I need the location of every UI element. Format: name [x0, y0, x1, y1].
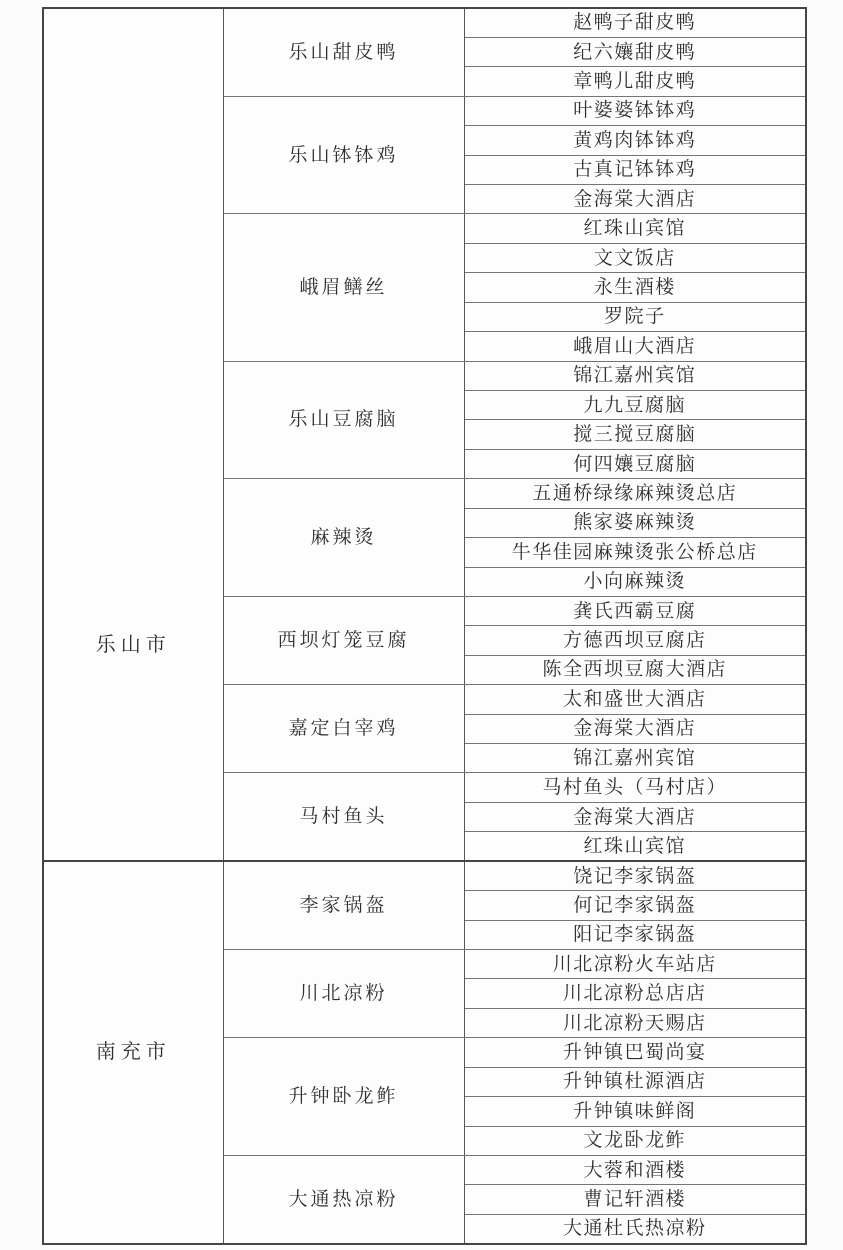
restaurant-name: 锦江嘉州宾馆: [573, 747, 697, 769]
restaurant-cell: [464, 626, 806, 655]
restaurant-cell: [464, 390, 806, 419]
dish-label: 乐山钵钵鸡: [288, 144, 399, 166]
restaurant-name: 九九豆腐脑: [583, 394, 686, 416]
restaurant-name: 金海棠大酒店: [573, 718, 697, 740]
restaurant-name: 曹记轩酒楼: [583, 1189, 686, 1211]
restaurant-cell: [464, 185, 806, 214]
restaurant-cell: [464, 1155, 806, 1184]
restaurant-name: 何记李家锅盔: [573, 894, 697, 916]
restaurant-cell: [464, 508, 806, 537]
restaurant-cell: [464, 67, 806, 96]
restaurant-name: 阳记李家锅盔: [573, 924, 697, 946]
restaurant-cell: [464, 449, 806, 478]
restaurant-name: 川北凉粉天赐店: [562, 1012, 707, 1034]
restaurant-cell: [464, 8, 806, 37]
restaurant-name: 锦江嘉州宾馆: [573, 365, 697, 387]
restaurant-cell: [464, 37, 806, 66]
restaurant-name: 升钟镇杜源酒店: [562, 1071, 707, 1093]
restaurant-name: 龚氏西霸豆腐: [573, 600, 697, 622]
city-label: 乐山市: [95, 633, 171, 656]
restaurant-name: 罗院子: [603, 306, 666, 328]
restaurant-cell: [464, 1214, 806, 1243]
restaurant-cell: [464, 332, 806, 361]
table-row: [43, 8, 806, 37]
restaurant-name: 何四孃豆腐脑: [573, 453, 697, 475]
dish-label: 李家锅盔: [299, 895, 388, 917]
restaurant-name: 大通杜氏热凉粉: [562, 1218, 707, 1240]
dish-cell: [223, 361, 464, 479]
table-row: [43, 861, 806, 890]
food-directory-table: [42, 7, 807, 1245]
restaurant-name: 牛华佳园麻辣烫张公桥总店: [511, 541, 758, 563]
dish-cell: [223, 596, 464, 684]
dish-cell: [223, 214, 464, 361]
restaurant-cell: [464, 655, 806, 684]
dish-cell: [223, 479, 464, 597]
dish-cell: [223, 96, 464, 214]
dish-label: 嘉定白宰鸡: [288, 718, 399, 740]
city-cell: [43, 8, 223, 861]
restaurant-cell: [464, 214, 806, 243]
dish-label: 西坝灯笼豆腐: [277, 630, 410, 652]
restaurant-cell: [464, 744, 806, 773]
restaurant-name: 方德西坝豆腐店: [562, 630, 707, 652]
restaurant-name: 红珠山宾馆: [583, 218, 686, 240]
restaurant-cell: [464, 891, 806, 920]
restaurant-name: 峨眉山大酒店: [573, 335, 697, 357]
restaurant-name: 川北凉粉火车站店: [552, 953, 717, 975]
dish-label: 升钟卧龙鲊: [288, 1086, 399, 1108]
restaurant-cell: [464, 1126, 806, 1155]
restaurant-cell: [464, 832, 806, 861]
restaurant-cell: [464, 714, 806, 743]
restaurant-cell: [464, 302, 806, 331]
restaurant-name: 小向麻辣烫: [583, 571, 686, 593]
restaurant-name: 叶婆婆钵钵鸡: [573, 100, 697, 122]
restaurant-name: 文文饭店: [593, 247, 676, 269]
restaurant-name: 金海棠大酒店: [573, 188, 697, 210]
restaurant-name: 赵鸭子甜皮鸭: [573, 12, 697, 34]
restaurant-cell: [464, 361, 806, 390]
restaurant-name: 陈全西坝豆腐大酒店: [542, 659, 727, 681]
restaurant-cell: [464, 96, 806, 125]
restaurant-cell: [464, 420, 806, 449]
restaurant-cell: [464, 538, 806, 567]
restaurant-cell: [464, 685, 806, 714]
restaurant-name: 熊家婆麻辣烫: [573, 512, 697, 534]
dish-cell: [223, 1038, 464, 1156]
table-body: [43, 8, 806, 1244]
restaurant-cell: [464, 979, 806, 1008]
restaurant-name: 金海棠大酒店: [573, 806, 697, 828]
restaurant-cell: [464, 126, 806, 155]
dish-label: 大通热凉粉: [288, 1188, 399, 1210]
restaurant-cell: [464, 1097, 806, 1126]
dish-cell: [223, 773, 464, 861]
dish-label: 乐山甜皮鸭: [288, 41, 399, 63]
restaurant-name: 古真记钵钵鸡: [573, 159, 697, 181]
restaurant-name: 文龙卧龙鲊: [583, 1130, 686, 1152]
restaurant-cell: [464, 861, 806, 890]
restaurant-name: 饶记李家锅盔: [573, 865, 697, 887]
dish-cell: [223, 950, 464, 1038]
restaurant-cell: [464, 1067, 806, 1096]
restaurant-name: 红珠山宾馆: [583, 835, 686, 857]
restaurant-name: 纪六孃甜皮鸭: [573, 41, 697, 63]
restaurant-cell: [464, 920, 806, 949]
restaurant-cell: [464, 596, 806, 625]
restaurant-cell: [464, 155, 806, 184]
dish-cell: [223, 1155, 464, 1243]
restaurant-name: 黄鸡肉钵钵鸡: [573, 129, 697, 151]
restaurant-cell: [464, 479, 806, 508]
dish-cell: [223, 861, 464, 949]
restaurant-name: 川北凉粉总店店: [562, 983, 707, 1005]
dish-label: 麻辣烫: [310, 527, 377, 549]
restaurant-cell: [464, 567, 806, 596]
restaurant-cell: [464, 773, 806, 802]
restaurant-cell: [464, 273, 806, 302]
restaurant-cell: [464, 1038, 806, 1067]
dish-label: 川北凉粉: [299, 983, 388, 1005]
dish-cell: [223, 685, 464, 773]
restaurant-cell: [464, 243, 806, 272]
restaurant-name: 太和盛世大酒店: [562, 688, 707, 710]
city-cell: [43, 861, 223, 1243]
restaurant-cell: [464, 950, 806, 979]
restaurant-cell: [464, 802, 806, 831]
restaurant-cell: [464, 1008, 806, 1037]
dish-label: 乐山豆腐脑: [288, 409, 399, 431]
restaurant-cell: [464, 1185, 806, 1214]
restaurant-name: 马村鱼头（马村店）: [542, 777, 727, 799]
city-label: 南充市: [95, 1041, 171, 1064]
restaurant-name: 升钟镇味鲜阁: [573, 1100, 697, 1122]
restaurant-name: 章鸭儿甜皮鸭: [573, 71, 697, 93]
restaurant-name: 五通桥绿缘麻辣烫总店: [532, 482, 738, 504]
restaurant-name: 永生酒楼: [593, 277, 676, 298]
restaurant-name: 搅三搅豆腐脑: [573, 424, 697, 446]
dish-label: 马村鱼头: [299, 806, 388, 828]
dish-cell: [223, 8, 464, 96]
restaurant-name: 升钟镇巴蜀尚宴: [562, 1041, 707, 1063]
dish-label: 峨眉鳝丝: [299, 277, 388, 298]
restaurant-name: 大蓉和酒楼: [583, 1159, 686, 1181]
